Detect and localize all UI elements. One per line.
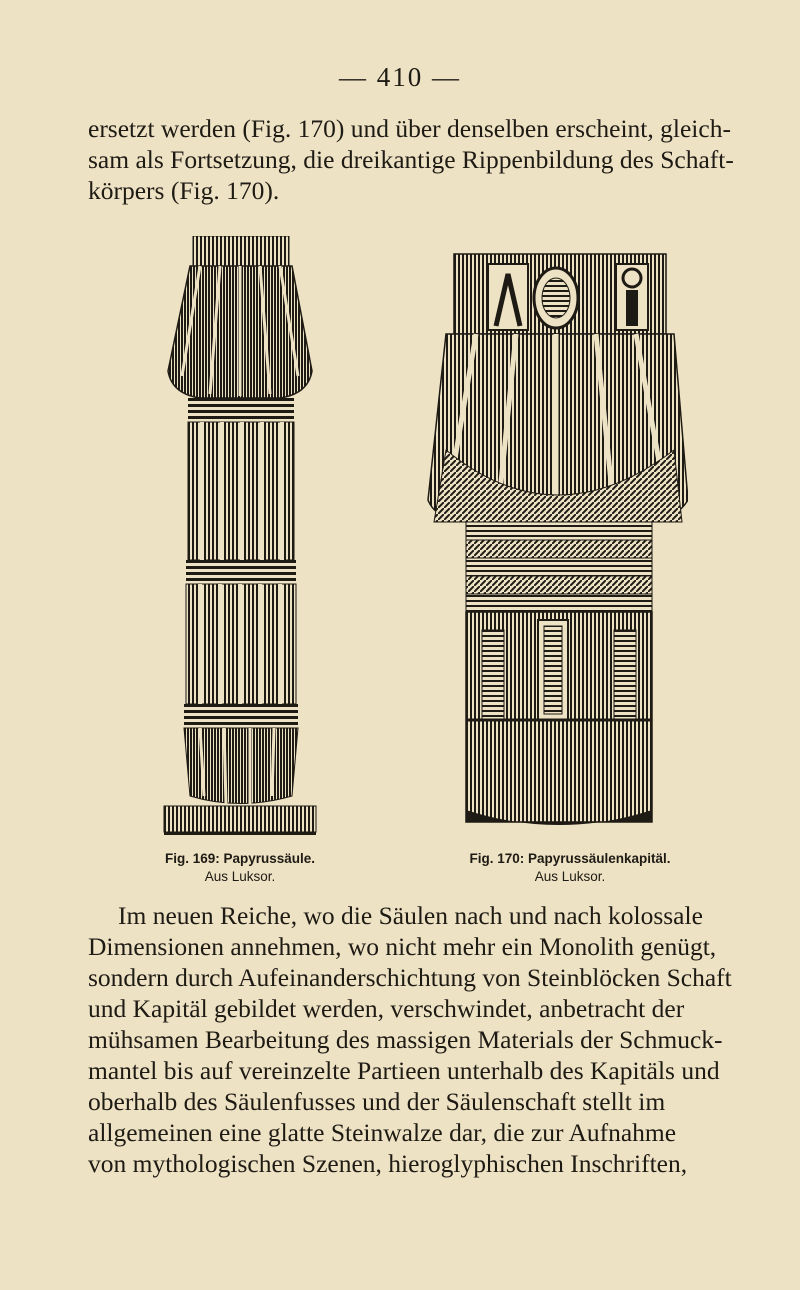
page-number: — 410 —: [339, 62, 461, 92]
text-line: ersetzt werden (Fig. 170) und über denselben erscheint, gleich-: [88, 114, 731, 143]
caption-source: Aus Luksor.: [204, 869, 276, 884]
caption-label: Fig. 170: Papyrussäulenkapitäl.: [469, 851, 671, 866]
text-line: allgemeinen eine glatte Steinwalze dar, die zur Aufnahme: [88, 1118, 677, 1147]
text-line: und Kapitäl gebildet werden, verschwindet, anbetracht der: [88, 994, 685, 1023]
paragraph-intro: [88, 113, 734, 206]
paragraph-main: [88, 900, 732, 1179]
caption-label: Fig. 169: Papyrussäule.: [164, 851, 316, 866]
text-line: oberhalb des Säulenfusses und der Säulenschaft stellt im: [88, 1087, 666, 1116]
papyrus-column-illustration: [160, 236, 320, 836]
text-line: körpers (Fig. 170).: [88, 176, 280, 205]
text-line: mühsamen Bearbeitung des massigen Materials der Schmuck-: [88, 1025, 723, 1054]
text-line: von mythologischen Szenen, hieroglyphischen Inschriften,: [88, 1149, 688, 1178]
figure-170-caption: [420, 850, 720, 886]
figure-169-caption: [130, 850, 350, 886]
text-line: mantel bis auf vereinzelte Partieen unterhalb des Kapitäls und: [88, 1056, 720, 1085]
papyrus-capital-illustration: [426, 250, 688, 840]
text-line: Im neuen Reiche, wo die Säulen nach und nach kolossale: [118, 901, 703, 930]
text-line: sondern durch Aufeinanderschichtung von Steinblöcken Schaft: [88, 963, 732, 992]
text-line: Dimensionen annehmen, wo nicht mehr ein Monolith genügt,: [88, 932, 717, 961]
caption-source: Aus Luksor.: [534, 869, 606, 884]
text-line: sam als Fortsetzung, die dreikantige Rippenbildung des Schaft-: [88, 145, 734, 174]
